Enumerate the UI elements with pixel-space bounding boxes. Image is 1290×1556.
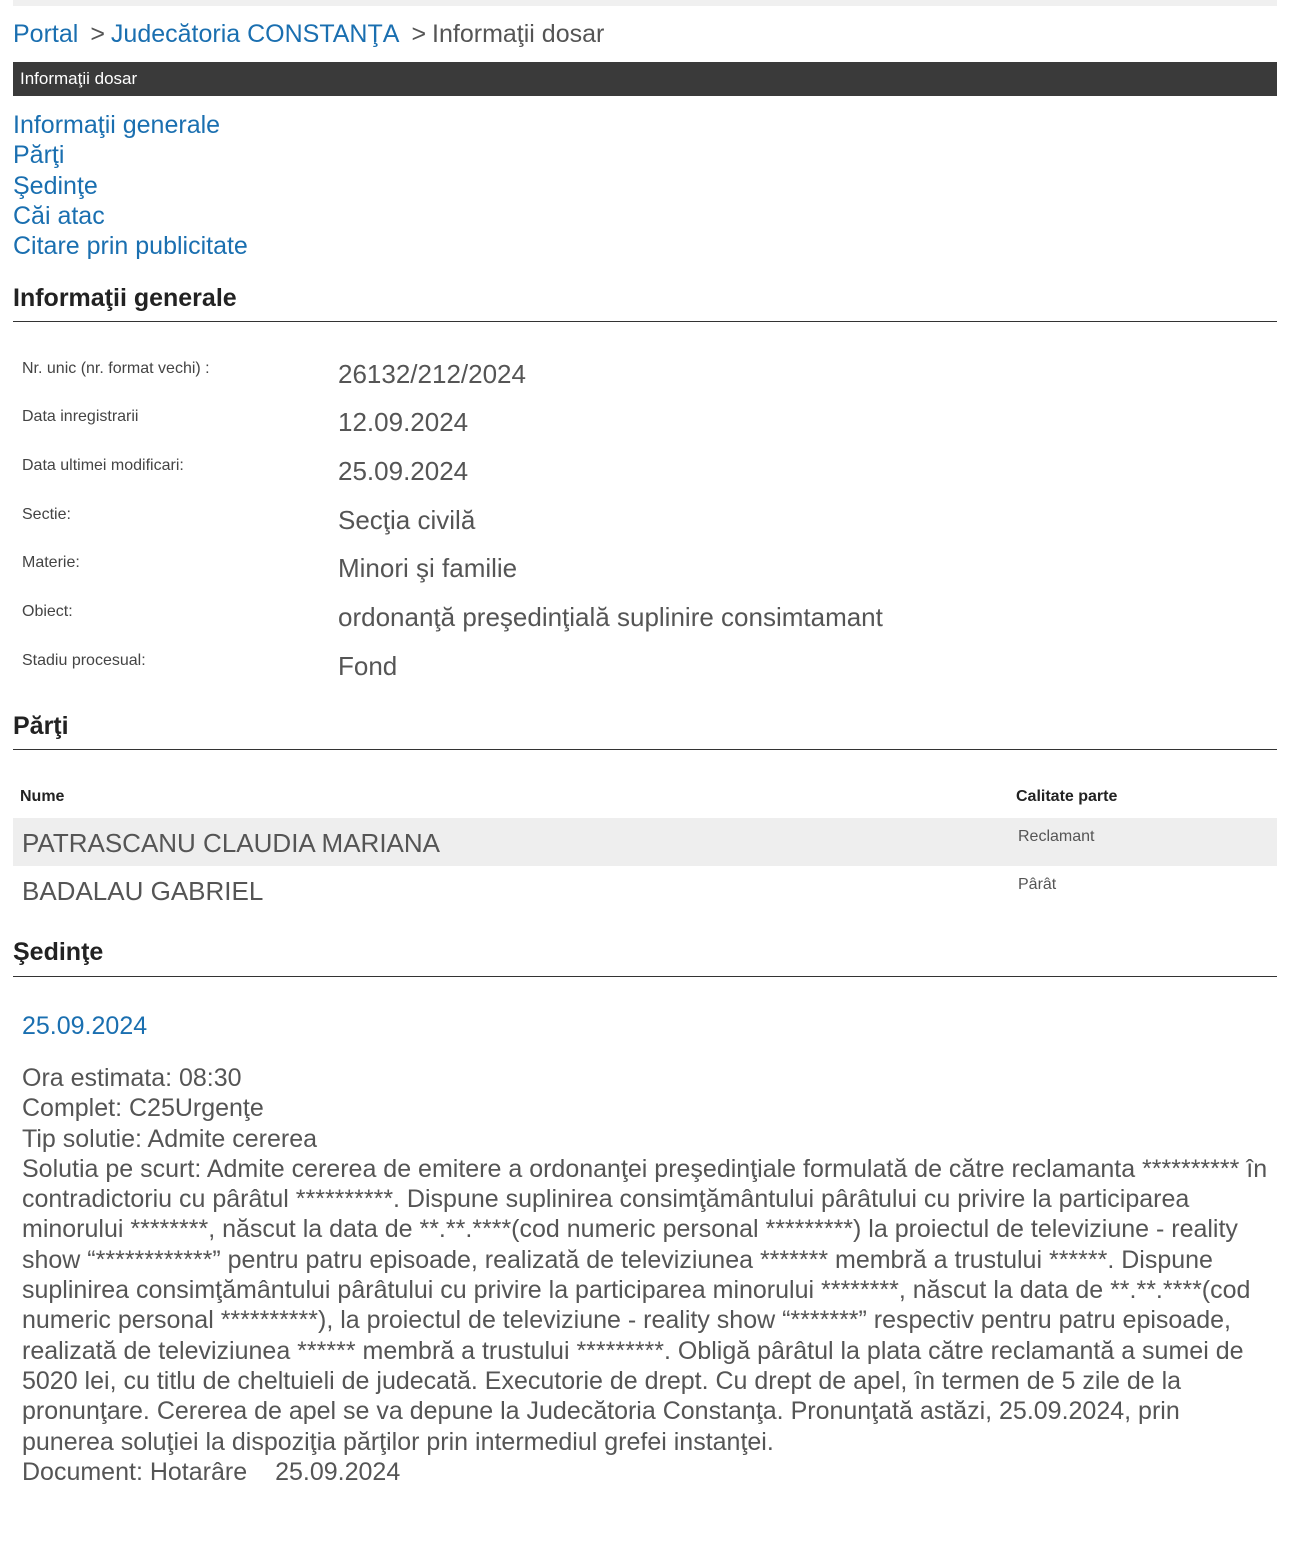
info-value: ordonanţă preşedinţială suplinire consimtamant <box>338 602 883 632</box>
breadcrumb-court-link[interactable]: Judecătoria CONSTANŢA <box>110 20 400 48</box>
breadcrumb <box>13 18 604 50</box>
info-label: Obiect: <box>22 603 73 620</box>
session-solution-type: Tip solutie: Admite cererea <box>22 1124 318 1153</box>
section-heading-parti: Părţi <box>13 712 1277 750</box>
info-label: Stadiu procesual: <box>22 652 146 669</box>
section-heading-general: Informaţii generale <box>13 284 1277 322</box>
session-panel: Complet: C25Urgenţe <box>22 1094 264 1123</box>
toc-link-informatii-generale[interactable]: Informaţii generale <box>13 111 221 139</box>
column-header-name: Nume <box>20 788 65 805</box>
info-label: Materie: <box>22 554 80 571</box>
info-value: Fond <box>338 651 398 681</box>
breadcrumb-portal-link[interactable]: Portal <box>13 20 79 48</box>
table-row <box>13 818 1277 866</box>
table-of-contents <box>13 110 248 261</box>
party-role: Reclamant <box>1018 828 1095 845</box>
info-value: 25.09.2024 <box>338 456 469 486</box>
info-row <box>0 360 1290 408</box>
info-label: Nr. unic (nr. format vechi) : <box>22 360 210 377</box>
session-solution-text: Solutia pe scurt: Admite cererea de emitere a ordonanţei preşedinţiale formulată de către reclamanta ********** în contradictoriu cu pârâtul **********. Dispune suplinirea consimţământului pârâtului cu privire la participarea minorului ********, născut la data de **.**.****(cod numeric personal *********) la proiectul de televiziune - reality show “************” pentru patru episoade, realizată de televiziunea ******* membră a trustului ******. Dispune suplinirea consimţământului pârâtului cu privire la participarea minorului ********, născut la data de **.**.****(cod numeric personal **********), la proiectul de televiziune - reality show “*******” respectiv pentru patru episoade, realizată de televiziunea ****** membră a trustului *********. Obligă pârâtul la plata către reclamantă a sumei de 5020 lei, cu titlu de cheltuieli de judecată. Executorie de drept. Cu drept de apel, în termen de 5 zile de la pronunţare. Cererea de apel se va depune la Judecătoria Constanţa. Pronunţată astăzi, 25.09.2024, prin punerea soluţiei la dispoziţia părţilor prin intermediul grefei instanţei. <box>22 1154 1268 1456</box>
page-title-bar: Informaţii dosar <box>13 62 1277 96</box>
toc-link-cai-atac[interactable]: Căi atac <box>13 201 105 230</box>
table-row <box>13 866 1277 914</box>
info-label: Sectie: <box>22 506 71 523</box>
session-date-link[interactable]: 25.09.2024 <box>22 1012 148 1040</box>
top-divider <box>13 0 1277 6</box>
breadcrumb-current: Informaţii dosar <box>432 20 605 48</box>
info-row <box>0 506 1290 554</box>
column-header-role: Calitate parte <box>1016 788 1118 805</box>
party-name: PATRASCANU CLAUDIA MARIANA <box>22 828 441 858</box>
section-heading-sedinte: Şedinţe <box>13 938 1277 977</box>
info-label: Data inregistrarii <box>22 408 139 425</box>
info-value: Secţia civilă <box>338 505 476 535</box>
toc-link-parti[interactable]: Părţi <box>13 141 65 170</box>
breadcrumb-separator: > <box>90 20 105 48</box>
breadcrumb-separator: > <box>411 20 427 48</box>
info-row <box>0 652 1290 700</box>
party-name: BADALAU GABRIEL <box>22 876 264 906</box>
party-role: Pârât <box>1018 876 1057 893</box>
info-row <box>0 603 1290 651</box>
info-row <box>0 457 1290 505</box>
document-label: Document: Hotarâre <box>22 1457 248 1486</box>
info-row <box>0 554 1290 602</box>
info-label: Data ultimei modificari: <box>22 457 184 474</box>
info-row <box>0 408 1290 456</box>
toc-link-citare[interactable]: Citare prin publicitate <box>13 232 248 261</box>
document-date: 25.09.2024 <box>275 1457 401 1486</box>
info-value: Minori şi familie <box>338 553 518 583</box>
info-value: 12.09.2024 <box>338 407 469 437</box>
session-time: Ora estimata: 08:30 <box>22 1064 242 1092</box>
session-details <box>22 1063 1272 1487</box>
toc-link-sedinte[interactable]: Şedinţe <box>13 171 98 200</box>
info-value: 26132/212/2024 <box>338 359 526 389</box>
session-document <box>22 1457 1272 1487</box>
